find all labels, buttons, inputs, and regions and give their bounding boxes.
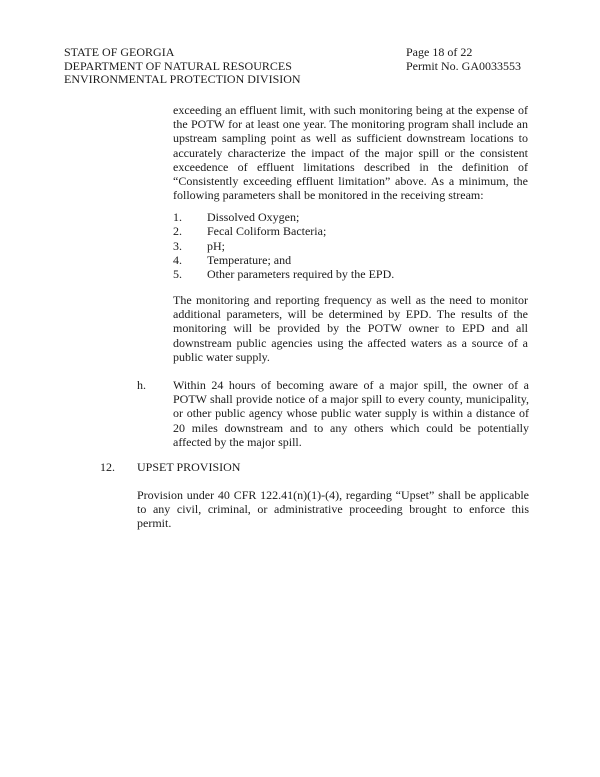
list-item	[173, 253, 503, 267]
monitoring-paragraph: exceeding an effluent limit, with such monitoring being at the expense of the POTW for at least one year. The monitoring program shall include an upstream sampling point as well as sufficient downstream locations to accurately characterize the impact of the major spill or the consistent exceedence of effluent limitations described in the definition of “Consistently exceeding effluent limitation” above. As a minimum, the following parameters shall be monitored in the receiving stream:	[173, 103, 528, 203]
permit-number: Permit No. GA0033553	[406, 58, 521, 73]
upset-provision-paragraph: Provision under 40 CFR 122.41(n)(1)-(4), regarding “Upset” shall be applicable to any civil, criminal, or administrative proceeding brought to enforce this permit.	[137, 488, 529, 531]
list-item-number: 3.	[173, 238, 182, 253]
list-item-text: Temperature; and	[207, 252, 292, 267]
header-department: DEPARTMENT OF NATURAL RESOURCES	[64, 58, 292, 73]
list-item-number: 2.	[173, 224, 182, 239]
list-item-text: Other parameters required by the EPD.	[207, 267, 395, 282]
list-item-number: 1.	[173, 210, 182, 224]
list-item	[173, 224, 503, 238]
item-h-label: h.	[137, 378, 146, 392]
list-item-text: Dissolved Oxygen;	[207, 210, 300, 224]
list-item-text: pH;	[207, 238, 225, 253]
section-12-heading	[100, 460, 240, 474]
reporting-paragraph: The monitoring and reporting frequency as well as the need to monitor additional parameters, will be determined by EPD. The results of the monitoring will be provided by the POTW owner to EPD and all downstream public agencies using the affected waters as a source of a public water supply.	[173, 293, 528, 364]
agency-header	[64, 46, 301, 87]
section-title: UPSET PROVISION	[137, 460, 241, 474]
header-state: STATE OF GEORGIA	[64, 45, 175, 59]
list-item	[173, 267, 503, 281]
list-item	[173, 210, 503, 224]
list-item-text: Fecal Coliform Bacteria;	[207, 224, 327, 239]
page-number: Page 18 of 22	[406, 45, 473, 59]
parameter-list	[173, 210, 503, 281]
section-number: 12.	[100, 460, 115, 474]
item-h-text: Within 24 hours of becoming aware of a major spill, the owner of a POTW shall provide notice of a major spill to every county, municipality, or other public agency whose public water supply is within a distance of 20 miles downstream and to any others which could be potentially affected by the major spill.	[173, 378, 529, 449]
page-info-header	[406, 46, 521, 73]
list-item-number: 4.	[173, 252, 182, 267]
list-item-number: 5.	[173, 267, 182, 282]
header-division: ENVIRONMENTAL PROTECTION DIVISION	[64, 72, 301, 86]
list-item	[173, 239, 503, 253]
